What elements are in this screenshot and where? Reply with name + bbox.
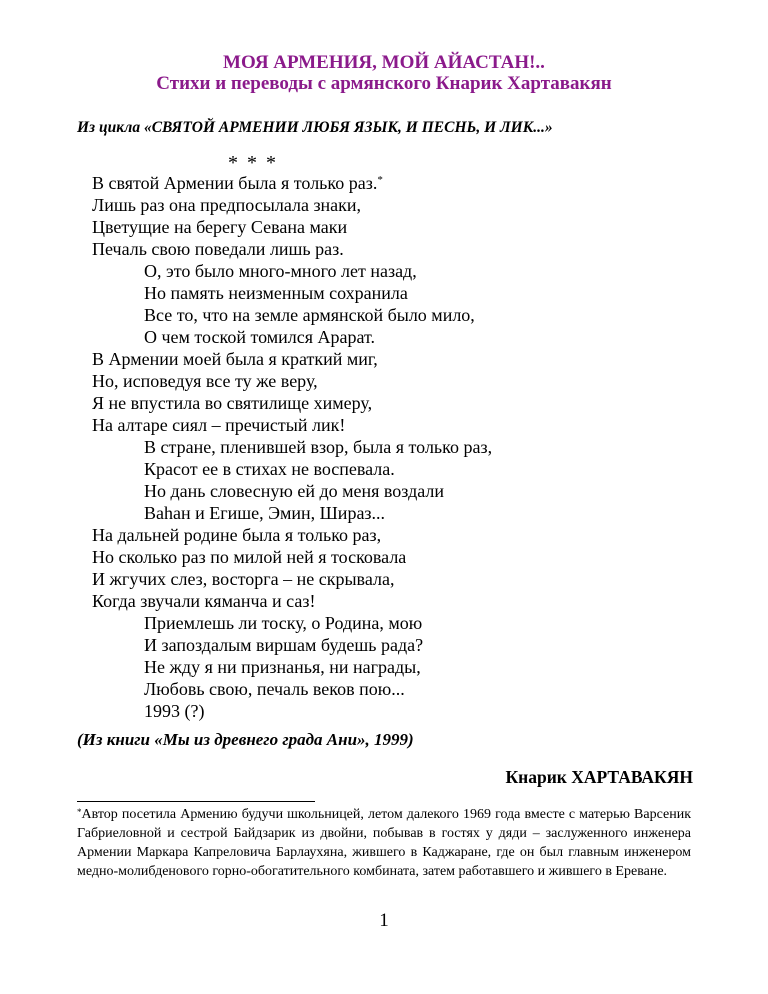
- poem-line: Не жду я ни признанья, ни награды,: [144, 657, 421, 677]
- poem-line: Приемлешь ли тоску, о Родина, мою: [144, 613, 423, 633]
- poem-line: Красот ее в стихах не воспевала.: [144, 459, 395, 479]
- poem-line: Любовь свою, печаль веков пою...: [144, 679, 405, 699]
- footnote-mark: *: [77, 807, 82, 817]
- poem-line: Все то, что на земле армянской было мило,: [144, 305, 475, 325]
- poem-line: В стране, пленившей взор, была я только раз,: [144, 437, 493, 457]
- poem-line: Но сколько раз по милой ней я тосковала: [92, 547, 407, 567]
- cycle-heading: Из цикла «СВЯТОЙ АРМЕНИИ ЛЮБЯ ЯЗЫК, И ПЕСНЬ, И ЛИК...»: [77, 119, 553, 136]
- poem-line: Когда звучали кяманча и саз!: [92, 591, 316, 611]
- poem-line: О, это было много-много лет назад,: [144, 261, 417, 281]
- poem-line: Но дань словесную ей до меня воздали: [144, 481, 445, 501]
- poem-line: В Армении моей была я краткий миг,: [92, 349, 378, 369]
- poem-line: Цветущие на берегу Севана маки: [92, 217, 348, 237]
- page-number: 1: [379, 910, 389, 931]
- poem-line: Я не впустила во святилище химеру,: [92, 393, 373, 413]
- poem-line: Ваhан и Егише, Эмин, Шираз...: [144, 503, 386, 523]
- page-title: МОЯ АРМЕНИЯ, МОЙ АЙАСТАН!..: [223, 52, 545, 73]
- footnote-marker: *: [377, 174, 383, 186]
- page-subtitle: Стихи и переводы с армянского Кнарик Хартавакян: [156, 73, 612, 94]
- source-citation: (Из книги «Мы из древнего града Ани», 1999): [77, 730, 414, 749]
- footnote: [77, 805, 691, 881]
- poem-line: В святой Армении была я только раз.*: [92, 173, 383, 193]
- poem-line: И жгучих слез, восторга – не скрывала,: [92, 569, 395, 589]
- poem-line: Печаль свою поведали лишь раз.: [92, 239, 344, 259]
- poem-line: Но, исповедуя все ту же веру,: [92, 371, 318, 391]
- poem-separator-stars: * * *: [228, 152, 278, 174]
- poem-line: Но память неизменным сохранила: [144, 283, 408, 303]
- poem-line: И запоздалым виршам будешь рада?: [144, 635, 424, 655]
- poem-line: О чем тоской томился Арарат.: [144, 327, 376, 347]
- poem-line: На дальней родине была я только раз,: [92, 525, 382, 545]
- poem-date: 1993 (?): [144, 701, 205, 721]
- author-signature: Кнарик ХАРТАВАКЯН: [505, 767, 693, 787]
- footnote-text: Автор посетила Армению будучи школьницей, летом далекого 1969 года вместе с матерью Варсеник Габриеловной и сестрой Байдзарик из двойни, побывав в гостях у дяди – заслуженного инженера Армении Маркара Капреловича Барлаухяна, жившего в Каджаране, где он был главным инженером медно-молибденового горно-обогатительного комбината, затем работавшего и жившего в Ереване.: [77, 807, 691, 879]
- poem-body: [92, 172, 692, 722]
- footnote-divider: [77, 801, 315, 802]
- poem-line: Лишь раз она предпосылала знаки,: [92, 195, 362, 215]
- poem-line: На алтаре сиял – пречистый лик!: [92, 415, 346, 435]
